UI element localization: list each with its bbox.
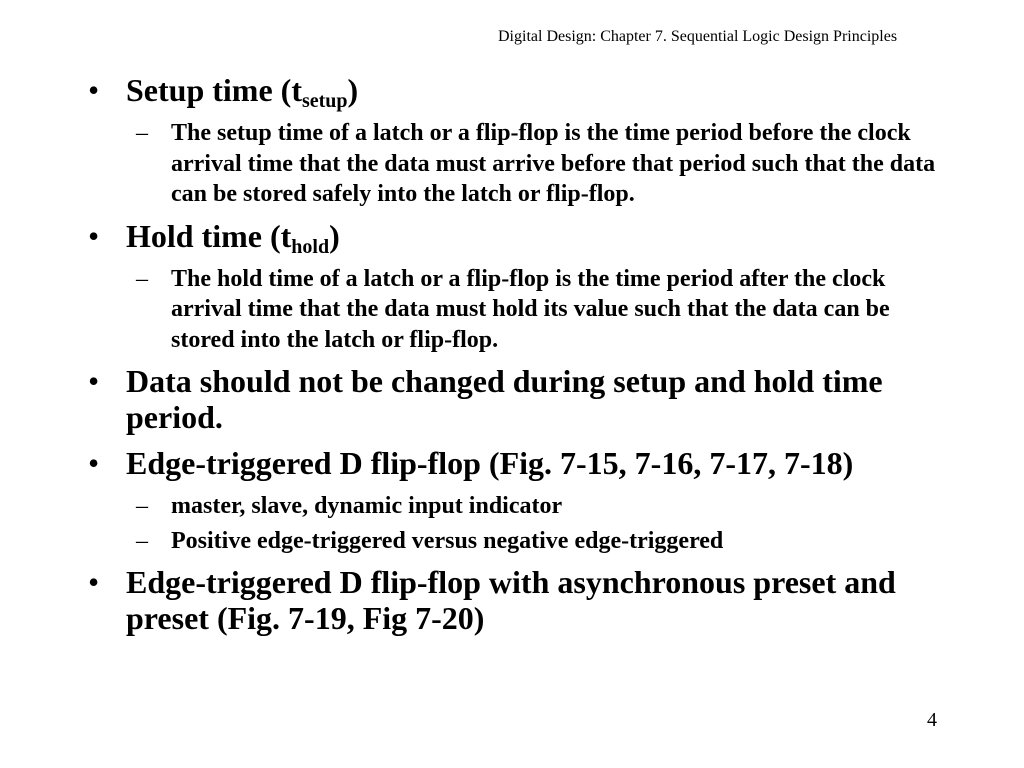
page-number: 4: [927, 709, 937, 731]
subbullet-master-slave: [126, 491, 954, 522]
subbullet-setup-definition: [126, 118, 954, 210]
slide-header: Digital Design: Chapter 7. Sequential Logic Design Principles: [498, 28, 898, 45]
subscript: setup: [301, 90, 348, 112]
bullet-list: [84, 72, 954, 646]
subbullet-text: master, slave, dynamic input indicator: [171, 493, 563, 519]
bullet-hold-time: [84, 217, 954, 258]
bullet-text: Hold time (t: [126, 217, 292, 254]
dash-marker: –: [136, 527, 148, 554]
subbullet-positive-negative: [126, 526, 954, 557]
bullet-marker: •: [88, 217, 100, 254]
dash-marker: –: [136, 493, 148, 519]
bullet-data-unchanged: [84, 363, 954, 435]
bullet-marker: •: [88, 363, 100, 399]
bullet-setup-time: [84, 72, 954, 112]
bullet-text: Edge-triggered D flip-flop with asynchronous preset and preset (Fig. 7-19, Fig 7-20): [126, 564, 896, 636]
dash-marker: –: [136, 120, 148, 146]
bullet-edge-triggered: [84, 445, 954, 481]
bullet-marker: •: [88, 564, 100, 600]
bullet-text: Setup time (t: [126, 72, 302, 108]
subbullet-text: Positive edge-triggered versus negative edge-triggered: [171, 527, 724, 554]
subbullet-text: The hold time of a latch or a flip-flop is the time period after the clock arrival time that the data must hold its value such that the data can be stored into the latch or flip-flop.: [171, 265, 890, 353]
subscript: hold: [291, 235, 330, 258]
bullet-async-preset: [84, 564, 954, 636]
subbullet-hold-definition: [126, 264, 954, 356]
bullet-marker: •: [88, 445, 100, 481]
subbullet-text: The setup time of a latch or a flip-flop is the time period before the clock arrival time that the data must arrive before that period such that the data can be stored safely into the latch or flip-flop.: [171, 120, 936, 207]
bullet-text-suffix: ): [329, 217, 340, 254]
bullet-text: Data should not be changed during setup and hold time period.: [126, 363, 883, 435]
bullet-text-suffix: ): [347, 72, 359, 108]
dash-marker: –: [136, 265, 148, 292]
bullet-marker: •: [88, 72, 100, 108]
bullet-text: Edge-triggered D flip-flop (Fig. 7-15, 7-16, 7-17, 7-18): [126, 445, 854, 481]
